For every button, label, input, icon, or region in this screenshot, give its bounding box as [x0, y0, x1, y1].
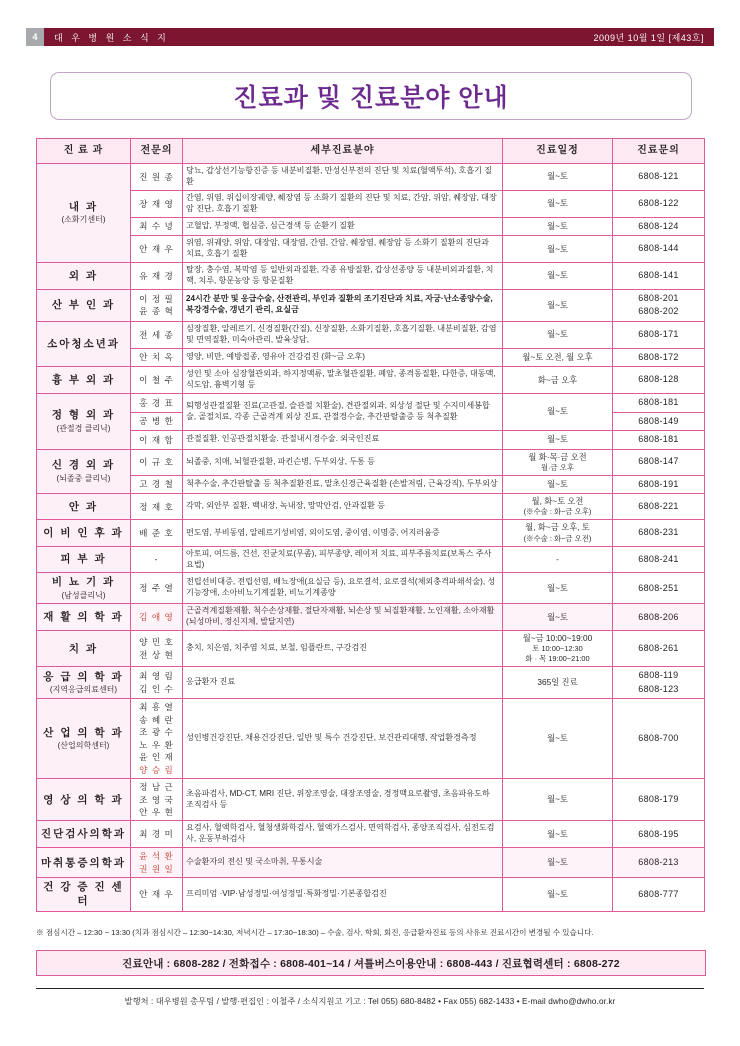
cell-schedule [503, 164, 613, 191]
department-name: 산 업 의 학 과 [43, 726, 124, 739]
cell-contact [613, 348, 705, 367]
cell-specialty: 당뇨, 갑상선기능항진증 등 내분비질환, 만성신부전의 진단 및 치료(혈액투석), 호흡기 질환 [183, 164, 503, 191]
cell-schedule [503, 236, 613, 263]
cell-doctor [131, 449, 183, 475]
contact-number: 6808-149 [638, 415, 679, 426]
doctor-name: 조 광 수 [139, 727, 174, 738]
doctor-name: 안 치 옥 [139, 352, 174, 363]
schedule-text: 월~토 [547, 434, 568, 445]
cell-department [37, 631, 131, 667]
table-row [37, 394, 705, 413]
cell-specialty: 퇴행성관절질환 진료(고관절, 슬관절 치환술), 견관절외과, 외상성 절단 및 수지미세봉합술, 골절치료, 각종 근골격계 외상 진료, 관절경수술, 추간판탈출증 등 척추질환 [183, 394, 503, 431]
cell-schedule [503, 604, 613, 631]
department-name: 건 강 증 진 센 터 [43, 881, 124, 908]
schedule-text: 월~토 [547, 198, 568, 209]
cell-specialty: 심장질환, 알레르기, 신경질환(간질), 신장질환, 소화기질환, 호흡기질환, 내분비질환, 감염 및 면역질환, 미숙아관리, 발육상담, [183, 321, 503, 348]
schedule-text: 월~토 [547, 794, 568, 805]
table-row [37, 164, 705, 191]
cell-doctor [131, 631, 183, 667]
department-name: 영 상 의 학 과 [43, 793, 124, 806]
department-name: 치 과 [68, 642, 99, 655]
cell-contact [613, 475, 705, 494]
schedule-text: 월~토 [547, 611, 568, 622]
cell-department [37, 494, 131, 520]
table-row [37, 604, 705, 631]
schedule-text: 월~토 [547, 220, 568, 231]
doctor-name: 유 재 경 [139, 270, 174, 281]
department-subtitle: (지역응급의료센터) [49, 685, 118, 695]
cell-doctor [131, 546, 183, 573]
cell-department [37, 394, 131, 450]
doctor-name: 전 상 현 [139, 649, 174, 660]
cell-department [37, 520, 131, 546]
cell-doctor [131, 164, 183, 191]
cell-department [37, 779, 131, 821]
table-row [37, 431, 705, 450]
cell-specialty: 각막, 외안부 질환, 백내장, 녹내장, 망막안검, 안과질환 등 [183, 494, 503, 520]
doctor-name: 최 영 림 [139, 671, 174, 682]
cell-department [37, 699, 131, 779]
page-number: 4 [26, 28, 44, 46]
schedule-text: 월~토 [547, 857, 568, 868]
contact-number: 6808-700 [638, 733, 679, 743]
table-row [37, 236, 705, 263]
schedule-text: 365일 진료 [537, 677, 578, 688]
cell-specialty: 응급환자 진료 [183, 667, 503, 699]
table-row [37, 190, 705, 217]
cell-specialty: 프리미엄 ·VIP·남성정밀·여성정밀·특화정밀·기본종합검진 [183, 878, 503, 911]
table-row [37, 779, 705, 821]
cell-specialty: 영양, 비만, 예방접종, 영유아 건강검진 (화~금 오후) [183, 348, 503, 367]
doctor-name: 윤 종 혁 [139, 306, 174, 317]
table-row [37, 348, 705, 367]
cell-specialty: 아토피, 여드름, 건선, 진균치료(무좀), 피부종양, 레이저 치료, 피부주름치료(보톡스 주사요법) [183, 546, 503, 573]
schedule-text: 월~토 [547, 406, 568, 417]
schedule-text: 월~토 [547, 270, 568, 281]
schedule-text: 월~토 오전, 월 오후 [522, 351, 593, 362]
department-name: 소아청소년과 [47, 337, 120, 350]
cell-doctor [131, 604, 183, 631]
table-row [37, 848, 705, 878]
table-row [37, 449, 705, 475]
cell-schedule [503, 848, 613, 878]
table-header-row [37, 139, 705, 164]
department-name: 안 과 [68, 500, 99, 513]
department-subtitle: (뇌졸중 클리닉) [56, 473, 111, 483]
cell-doctor [131, 431, 183, 450]
cell-contact [613, 878, 705, 911]
doctor-name: 안 우 현 [139, 807, 174, 818]
cell-contact [613, 449, 705, 475]
cell-contact [613, 520, 705, 546]
cell-specialty: 뇌졸중, 치매, 뇌혈관질환, 파킨슨병, 두부외상, 두통 등 [183, 449, 503, 475]
cell-department [37, 321, 131, 366]
department-subtitle: (남성클리닉) [61, 590, 106, 600]
department-name: 피 부 과 [60, 553, 107, 566]
schedule-text: - [556, 553, 559, 564]
cell-department [37, 367, 131, 394]
doctor-name: 장 재 영 [139, 198, 174, 209]
table-row [37, 573, 705, 604]
cell-specialty: 고혈압, 부정맥, 협심증, 심근경색 등 순환기 질환 [183, 217, 503, 236]
department-name: 응 급 의 학 과 [43, 670, 124, 683]
doctor-name: 최 흥 열 [139, 702, 174, 713]
doctor-name: 권 원 일 [139, 863, 174, 874]
cell-contact [613, 190, 705, 217]
contact-number: 6808-261 [638, 643, 679, 654]
cell-department [37, 848, 131, 878]
schedule-text: 월 화·목·금 오전 [528, 451, 587, 462]
doctor-name: 송 혜 란 [139, 714, 174, 725]
schedule-text: 화~금 오후 [537, 374, 578, 385]
schedule-text: 월~토 [547, 828, 568, 839]
doctor-name: 조 영 국 [139, 794, 174, 805]
department-name: 산 부 인 과 [51, 299, 116, 312]
doctor-name: 최 경 미 [139, 829, 174, 840]
cell-contact [613, 164, 705, 191]
schedule-text: 월, 화~금 오후, 토 [525, 522, 590, 533]
doctor-name: 안 재 우 [139, 243, 174, 254]
contact-number: 6808-171 [638, 329, 679, 340]
doctor-name: 배 준 호 [139, 527, 174, 538]
department-name: 마취통증의학과 [40, 856, 126, 869]
publication-name: 대 우 병 원 소 식 지 [54, 32, 169, 43]
cell-doctor [131, 348, 183, 367]
contact-number: 6808-206 [638, 611, 679, 622]
cell-department [37, 573, 131, 604]
department-subtitle: (산업의학센터) [57, 740, 110, 750]
contact-number: 6808-122 [638, 198, 679, 209]
schedule-text-extra: (※수술 : 화~금 오후) [523, 507, 592, 517]
schedule-text: 월, 화~토 오전 [531, 496, 584, 507]
contact-number: 6808-213 [638, 857, 679, 868]
doctor-name: 최 수 녕 [139, 221, 174, 232]
table-row [37, 546, 705, 573]
cell-schedule [503, 431, 613, 450]
doctor-name: 진 원 종 [139, 171, 174, 182]
cell-schedule [503, 631, 613, 667]
cell-doctor [131, 289, 183, 321]
doctor-name: 이 규 호 [139, 456, 174, 467]
cell-contact [613, 667, 705, 699]
doctor-name: 안 재 우 [139, 889, 174, 900]
cell-department [37, 164, 131, 263]
issue-date: 2009년 10월 1일 [제43호] [593, 32, 704, 43]
cell-contact [613, 263, 705, 290]
cell-contact [613, 821, 705, 848]
table-row [37, 878, 705, 911]
cell-contact [613, 848, 705, 878]
contact-number: 6808-241 [638, 553, 679, 564]
cell-contact [613, 321, 705, 348]
cell-contact [613, 412, 705, 431]
contact-number: 6808-191 [638, 478, 679, 489]
cell-doctor [131, 878, 183, 911]
column-header-schedule: 진료일정 [503, 139, 613, 164]
department-name: 비 뇨 기 과 [51, 576, 116, 589]
cell-contact [613, 699, 705, 779]
contact-number: 6808-179 [638, 794, 679, 805]
contact-number: 6808-121 [638, 171, 679, 182]
cell-contact [613, 779, 705, 821]
cell-contact [613, 289, 705, 321]
cell-department [37, 449, 131, 494]
cell-doctor [131, 367, 183, 394]
schedule-text: 월~토 [547, 329, 568, 340]
department-name: 재 활 의 학 과 [43, 611, 124, 624]
doctor-name: 이 철 주 [139, 374, 174, 385]
cell-contact [613, 631, 705, 667]
department-name: 진단검사의학과 [40, 828, 126, 841]
doctor-name: 공 병 한 [139, 416, 174, 427]
page-header-bar [26, 28, 714, 46]
doctor-name: 윤 인 재 [139, 752, 174, 763]
column-header-doctor: 전문의 [131, 139, 183, 164]
cell-doctor [131, 217, 183, 236]
doctor-name: - [154, 554, 159, 565]
department-subtitle: (소화기센터) [61, 215, 106, 225]
doctor-name: 양 승 림 [139, 764, 174, 775]
cell-schedule [503, 699, 613, 779]
cell-specialty: 관절질환. 인공관절치환술. 관절내시경수술. 외국인진료 [183, 431, 503, 450]
cell-schedule [503, 190, 613, 217]
cell-schedule [503, 394, 613, 431]
doctor-name: 김 애 영 [139, 612, 174, 623]
doctor-name: 홍 경 표 [139, 397, 174, 408]
cell-schedule [503, 878, 613, 911]
contact-number: 6808-777 [638, 888, 679, 899]
cell-specialty: 요검사, 혈액학검사, 혈청생화학검사, 혈액가스검사, 면역학검사, 종양조직검사, 심전도검사, 운동부하검사 [183, 821, 503, 848]
footnote: ※ 점심시간 – 12:30 ~ 13:30 (치과 점심시간 – 12:30~14:30, 저녁시간 – 17:30~18:30) – 수술, 검사, 학회, 회진, 응급환자진료 등의 사유로 진료시간이 변경될 수 있습니다. [36, 928, 594, 937]
column-header-specialty: 세부진료분야 [183, 139, 503, 164]
cell-schedule [503, 667, 613, 699]
contact-number: 6808-123 [638, 683, 679, 694]
cell-specialty: 성인병건강진단, 채용건강진단, 일반 및 특수 건강진단, 보건관리대행, 작업환경측정 [183, 699, 503, 779]
table-row [37, 367, 705, 394]
cell-schedule [503, 494, 613, 520]
cell-doctor [131, 848, 183, 878]
schedule-text: 월~토 [547, 582, 568, 593]
cell-specialty: 초음파검사, MD-CT, MRI 진단, 위장조영술, 대장조영술, 경정맥요로촬영, 초음파유도하 조직검사 등 [183, 779, 503, 821]
cell-doctor [131, 190, 183, 217]
cell-schedule [503, 321, 613, 348]
schedule-text: 월~토 [547, 299, 568, 310]
cell-specialty: 24시간 분만 및 응급수술, 산전관리, 부인과 질환의 조기진단과 치료, 자궁·난소종양수술, 복강경수술, 갱년기 관리, 요실금 [183, 289, 503, 321]
doctor-name: 윤 석 환 [139, 851, 174, 862]
doctor-name: 정 남 근 [139, 782, 174, 793]
cell-doctor [131, 321, 183, 348]
cell-department [37, 263, 131, 290]
department-name: 신 경 외 과 [51, 459, 116, 472]
cell-schedule [503, 546, 613, 573]
department-name: 정 형 외 과 [51, 409, 116, 422]
table-row [37, 821, 705, 848]
contact-number: 6808-128 [638, 374, 679, 385]
cell-department [37, 289, 131, 321]
cell-doctor [131, 494, 183, 520]
contact-number: 6808-251 [638, 582, 679, 593]
cell-schedule [503, 263, 613, 290]
doctor-name: 노 우 환 [139, 739, 174, 750]
cell-doctor [131, 520, 183, 546]
cell-contact [613, 431, 705, 450]
cell-schedule [503, 475, 613, 494]
cell-department [37, 878, 131, 911]
cell-contact [613, 494, 705, 520]
cell-contact [613, 573, 705, 604]
cell-doctor [131, 779, 183, 821]
column-header-contact: 진료문의 [613, 139, 705, 164]
cell-doctor [131, 821, 183, 848]
cell-specialty: 편도염, 부비동염, 알레르기성비염, 외이도염, 중이염, 이명증, 어지러움증 [183, 520, 503, 546]
cell-doctor [131, 412, 183, 431]
cell-department [37, 821, 131, 848]
table-row [37, 475, 705, 494]
cell-specialty: 전립선비대증, 전립선염, 배뇨장애(요실금 등), 요로결석, 요로결석(체외충격파쇄석술), 성기능장애, 소아비뇨기계질환, 비뇨기계종양 [183, 573, 503, 604]
doctor-name: 정 재 호 [139, 501, 174, 512]
column-header-department: 진 료 과 [37, 139, 131, 164]
cell-contact [613, 236, 705, 263]
contact-number: 6808-201 [638, 292, 679, 303]
cell-contact [613, 394, 705, 413]
doctor-name: 이 재 함 [139, 434, 174, 445]
contact-number: 6808-195 [638, 828, 679, 839]
cell-doctor [131, 667, 183, 699]
table-row [37, 289, 705, 321]
cell-contact [613, 604, 705, 631]
contact-number: 6808-144 [638, 243, 679, 254]
schedule-text: 월~토 [547, 243, 568, 254]
cell-department [37, 546, 131, 573]
cell-department [37, 604, 131, 631]
cell-contact [613, 367, 705, 394]
cell-specialty: 충치, 치은염, 치주염 치료, 보철, 임플란트, 구강검진 [183, 631, 503, 667]
cell-schedule [503, 573, 613, 604]
page-title-band [50, 72, 692, 120]
doctor-name: 전 세 종 [139, 329, 174, 340]
cell-schedule [503, 217, 613, 236]
cell-schedule [503, 520, 613, 546]
department-name: 내 과 [68, 201, 99, 214]
doctor-name: 이 정 필 [139, 293, 174, 304]
cell-specialty: 간염, 위염, 위십이장궤양, 췌장염 등 소화기 질환의 진단 및 치료, 간암, 위암, 췌장암, 대장암 진단, 호흡기 질환 [183, 190, 503, 217]
schedule-text: 월~금 10:00~19:00 [522, 633, 593, 644]
cell-schedule [503, 821, 613, 848]
department-name: 흉 부 외 과 [51, 374, 116, 387]
cell-schedule [503, 449, 613, 475]
table-row [37, 321, 705, 348]
table-row [37, 631, 705, 667]
table-row [37, 667, 705, 699]
cell-doctor [131, 573, 183, 604]
contact-number: 6808-172 [638, 351, 679, 362]
schedule-text: 월~토 [547, 478, 568, 489]
schedule-text: 월~토 [547, 733, 568, 744]
publisher-footer: 발행처 : 대우병원 총무팀 / 발행·편집인 : 이철주 / 소식지원고 기고 : Tel 055) 680-8482 • Fax 055) 682-1433 • E-mail dwho@dwho.or.kr [36, 988, 704, 1007]
cell-schedule [503, 779, 613, 821]
cell-specialty: 근골격계질환재활, 척수손상재활, 절단자재활, 뇌손상 및 뇌질환재활, 노인재활, 소아재활(뇌성마비, 정신지체, 발달지연) [183, 604, 503, 631]
cell-contact [613, 217, 705, 236]
contact-number: 6808-231 [638, 527, 679, 538]
cell-department [37, 667, 131, 699]
doctor-name: 김 인 수 [139, 683, 174, 694]
schedule-text: 월~토 [547, 888, 568, 899]
table-row [37, 217, 705, 236]
cell-doctor [131, 699, 183, 779]
schedule-text-extra: 토 10:00~12:30 [532, 644, 583, 654]
department-subtitle: (관절경 클리닉) [56, 423, 111, 433]
doctor-name: 양 민 호 [139, 637, 174, 648]
schedule-text: 월~토 [547, 171, 568, 182]
table-row [37, 520, 705, 546]
schedule-text-extra: 화 · 목 19:00~21:00 [525, 654, 590, 664]
contact-number: 6808-141 [638, 270, 679, 281]
cell-specialty: 수술환자의 전신 및 국소마취, 무통시술 [183, 848, 503, 878]
contact-number: 6808-221 [638, 501, 679, 512]
cell-schedule [503, 367, 613, 394]
cell-specialty: 척추수술, 추간판탈출 등 척추질환진료, 말초신경근육질환 (손발저림, 근육강직), 두부외상 [183, 475, 503, 494]
doctor-name: 정 주 열 [139, 583, 174, 594]
cell-doctor [131, 263, 183, 290]
cell-doctor [131, 236, 183, 263]
table-row [37, 494, 705, 520]
department-name: 외 과 [68, 269, 99, 282]
contact-number: 6808-147 [638, 456, 679, 467]
schedule-text-extra: (※수술 : 화~금 오전) [523, 533, 592, 543]
cell-specialty: 성인 및 소아 심장혈관외과, 하지정맥류, 말초혈관질환, 폐암, 종격동질환, 다한증, 대동맥, 식도암, 흉벽기형 등 [183, 367, 503, 394]
contact-number: 6808-119 [638, 670, 679, 681]
contact-info-bar: 진료안내 : 6808-282 / 전화접수 : 6808-401~14 / 셔틀버스이용안내 : 6808-443 / 진료협력센터 : 6808-272 [36, 950, 706, 976]
cell-schedule [503, 289, 613, 321]
contact-number: 6808-202 [638, 306, 679, 317]
cell-contact [613, 546, 705, 573]
doctor-name: 고 경 철 [139, 479, 174, 490]
contact-number: 6808-181 [638, 397, 679, 408]
department-name: 이 비 인 후 과 [43, 526, 124, 539]
table-row [37, 699, 705, 779]
contact-number: 6808-181 [638, 434, 679, 445]
page-title: 진료과 및 진료분야 안내 [233, 84, 509, 112]
cell-schedule [503, 348, 613, 367]
cell-specialty: 위염, 위궤양, 위암, 대장암, 대장염, 간염, 간암, 췌장염, 췌장암 등 소화기 질환의 진단과 치료, 호흡기 질환 [183, 236, 503, 263]
cell-specialty: 탈장, 충수염, 복막염 등 일반외과질환, 각종 유방질환, 갑상선종양 등 내분비외과질환, 치핵, 치루, 항문농양 등 항문질환 [183, 263, 503, 290]
department-schedule-table [36, 138, 705, 912]
cell-doctor [131, 475, 183, 494]
schedule-text-extra: 월·금 오후 [540, 462, 575, 472]
contact-number: 6808-124 [638, 220, 679, 231]
table-row [37, 263, 705, 290]
cell-doctor [131, 394, 183, 413]
